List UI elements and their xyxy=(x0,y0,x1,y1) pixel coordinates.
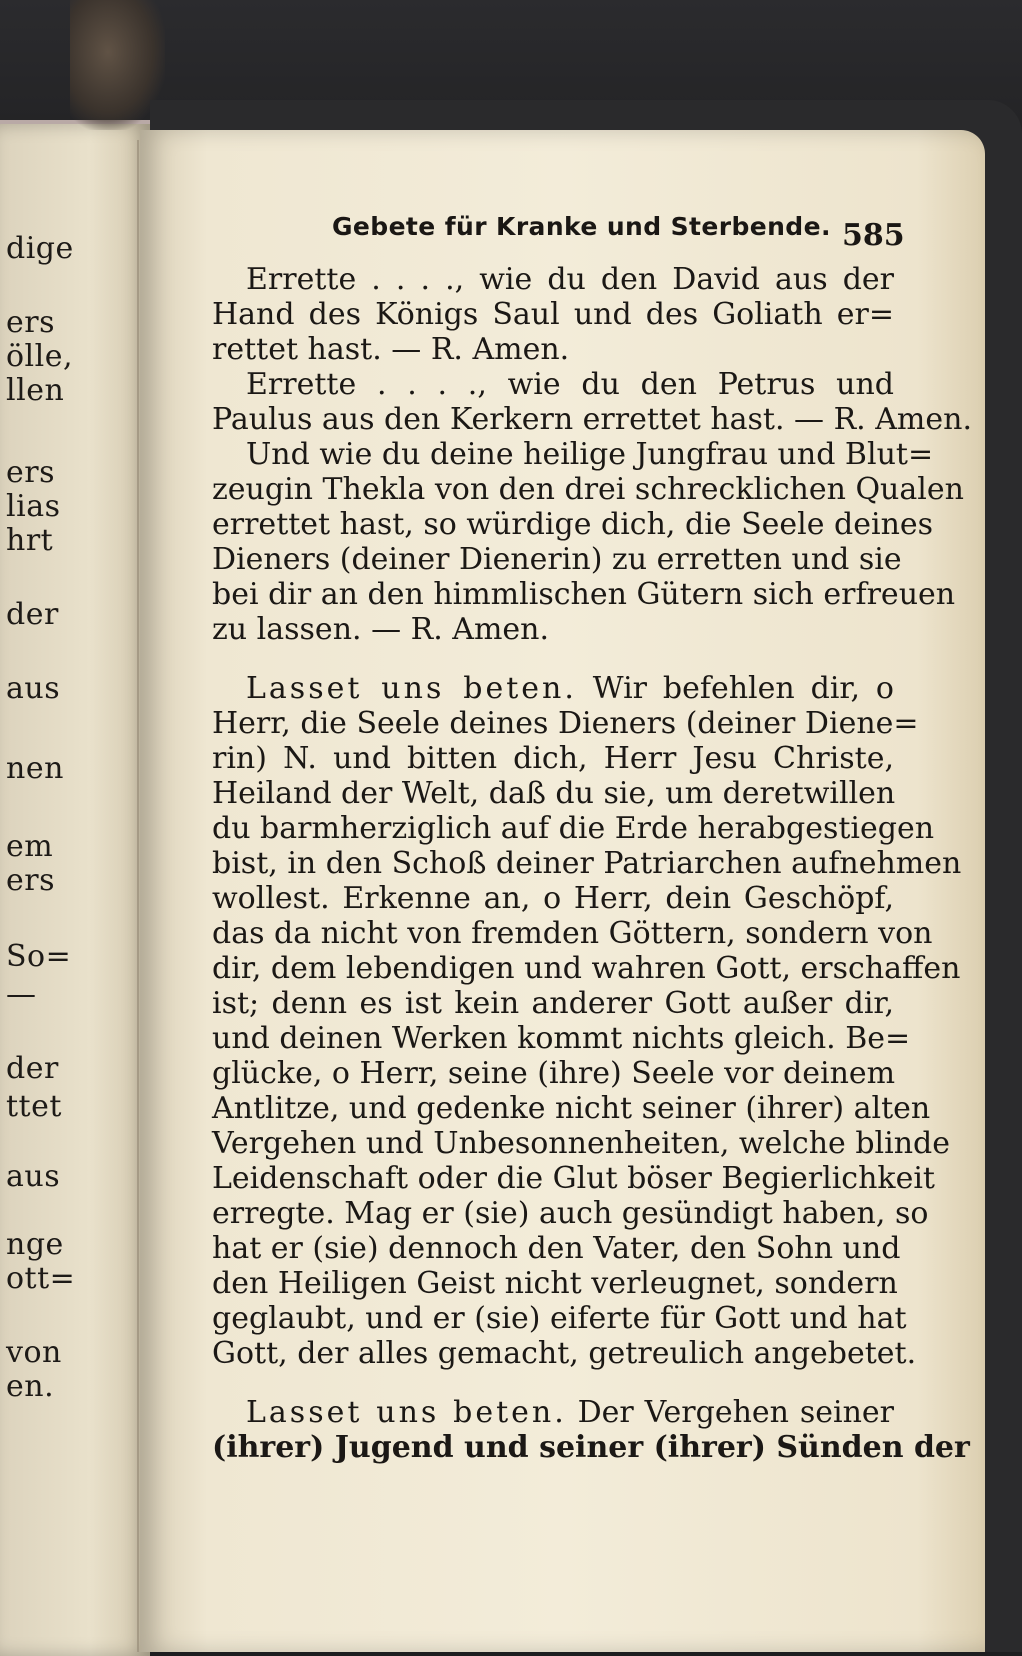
text-line xyxy=(212,811,935,846)
text-line xyxy=(212,1395,894,1430)
line-text: wollest. Erkenne an, o Herr, dein Geschöpf, xyxy=(212,881,894,916)
previous-page-fragment: ers xyxy=(6,455,55,490)
line-text: Paulus aus den Kerkern errettet hast. — R. Amen. xyxy=(212,402,972,437)
line-text: erregte. Mag er (sie) auch gesündigt haben, so xyxy=(212,1196,929,1231)
line-text: Der Vergehen seiner xyxy=(577,1395,894,1430)
text-line xyxy=(212,986,894,1021)
gutter xyxy=(137,140,139,1652)
line-text: geglaubt, und er (sie) eiferte für Gott und hat xyxy=(212,1301,907,1336)
previous-page-fragment: aus xyxy=(6,1159,61,1194)
line-text: Heiland der Welt, daß du sie, um deretwillen xyxy=(212,776,896,811)
line-text: Herr, die Seele deines Dieners (deiner Diene= xyxy=(212,706,919,741)
paragraph-gap xyxy=(212,647,894,671)
text-line xyxy=(212,776,894,811)
prayer-heading: Lasset uns beten. xyxy=(246,671,577,706)
text-line xyxy=(212,1161,935,1196)
line-text: bei dir an den himmlischen Gütern sich erfreuen xyxy=(212,577,956,612)
line-text: (ihrer) Jugend und seiner (ihrer) Sünden der xyxy=(212,1430,970,1465)
text-line xyxy=(212,262,894,297)
text-line xyxy=(212,706,919,741)
line-text: Antlitze, und gedenke nicht seiner (ihrer) alten xyxy=(212,1091,931,1126)
text-line xyxy=(212,741,894,776)
text-line xyxy=(212,1056,894,1091)
page-number: 585 xyxy=(842,218,905,253)
previous-page-fragment: ttet xyxy=(6,1089,62,1124)
line-text: Errette . . . ., wie du den David aus der xyxy=(246,262,894,297)
previous-page-fragment: ölle, xyxy=(6,339,74,374)
running-head: Gebete für Kranke und Sterbende. xyxy=(332,212,831,241)
previous-page-fragment: ers xyxy=(6,305,55,340)
previous-page-fragment: dige xyxy=(6,231,74,266)
text-line xyxy=(212,881,894,916)
line-text: rettet hast. — R. Amen. xyxy=(212,332,570,367)
line-text: bist, in den Schoß deiner Patriarchen aufnehmen xyxy=(212,846,962,881)
line-text: und deinen Werken kommt nichts gleich. Be= xyxy=(212,1021,911,1056)
line-text: Vergehen und Unbesonnenheiten, welche blinde xyxy=(212,1126,951,1161)
text-line xyxy=(212,1336,917,1371)
line-text: Gott, der alles gemacht, getreulich angebetet. xyxy=(212,1336,917,1371)
text-line xyxy=(212,1430,970,1465)
text-line xyxy=(212,951,961,986)
text-line xyxy=(212,1021,911,1056)
previous-page-fragment: ott= xyxy=(6,1261,76,1296)
text-line xyxy=(212,1301,907,1336)
previous-page-fragment: llen xyxy=(6,373,65,408)
previous-page-fragment: ers xyxy=(6,863,55,898)
text-line xyxy=(212,332,894,367)
text-line xyxy=(212,402,972,437)
previous-page-fragment: So= xyxy=(6,939,72,974)
previous-page-fragment: en. xyxy=(6,1369,55,1404)
text-line xyxy=(212,1266,898,1301)
text-line xyxy=(212,916,933,951)
prayer-heading: Lasset uns beten. xyxy=(246,1395,567,1430)
previous-page-fragment: hrt xyxy=(6,523,54,558)
previous-page-fragment: nen xyxy=(6,751,64,786)
line-text: Und wie du deine heilige Jungfrau und Blut= xyxy=(246,437,934,472)
previous-page-fragment: aus xyxy=(6,671,61,706)
line-text: Errette . . . ., wie du den Petrus und xyxy=(246,367,894,402)
line-text: dir, dem lebendigen und wahren Gott, erschaffen xyxy=(212,951,961,986)
text-line xyxy=(212,437,934,472)
text-line xyxy=(212,1196,929,1231)
text-line xyxy=(212,507,934,542)
text-line xyxy=(212,1126,951,1161)
text-line xyxy=(212,577,956,612)
previous-page-fragment: nge xyxy=(6,1227,64,1262)
line-text: glücke, o Herr, seine (ihre) Seele vor deinem xyxy=(212,1056,896,1091)
previous-page-fragment: der xyxy=(6,1051,59,1086)
line-text: ist; denn es ist kein anderer Gott außer dir, xyxy=(212,986,894,1021)
text-line xyxy=(212,297,894,332)
previous-page-fragment: der xyxy=(6,597,59,632)
previous-page-fragment: lias xyxy=(6,489,61,524)
previous-page-fragment: — xyxy=(6,977,37,1012)
line-text: das da nicht von fremden Göttern, sondern von xyxy=(212,916,933,951)
previous-page-fragment: von xyxy=(6,1335,62,1370)
text-line xyxy=(212,671,894,706)
text-line xyxy=(212,846,962,881)
line-text: zu lassen. — R. Amen. xyxy=(212,612,550,647)
line-text: du barmherziglich auf die Erde herabgestiegen xyxy=(212,811,935,846)
text-line xyxy=(212,542,902,577)
body-text xyxy=(212,262,972,1465)
line-text: zeugin Thekla von den drei schrecklichen Qualen xyxy=(212,472,964,507)
text-line xyxy=(212,367,894,402)
line-text: rin) N. und bitten dich, Herr Jesu Christe, xyxy=(212,741,894,776)
text-line xyxy=(212,1091,931,1126)
line-text: den Heiligen Geist nicht verleugnet, sondern xyxy=(212,1266,898,1301)
line-text: Hand des Königs Saul und des Goliath er= xyxy=(212,297,894,332)
line-text: Dieners (deiner Dienerin) zu erretten und sie xyxy=(212,542,902,577)
paragraph-gap xyxy=(212,1371,894,1395)
line-text: hat er (sie) dennoch den Vater, den Sohn und xyxy=(212,1231,901,1266)
text-line xyxy=(212,612,894,647)
line-text: errettet hast, so würdige dich, die Seele deines xyxy=(212,507,934,542)
line-text: Wir befehlen dir, o xyxy=(592,671,894,706)
text-line xyxy=(212,1231,901,1266)
previous-page-fragment: em xyxy=(6,829,54,864)
text-line xyxy=(212,472,964,507)
line-text: Leidenschaft oder die Glut böser Begierlichkeit xyxy=(212,1161,935,1196)
